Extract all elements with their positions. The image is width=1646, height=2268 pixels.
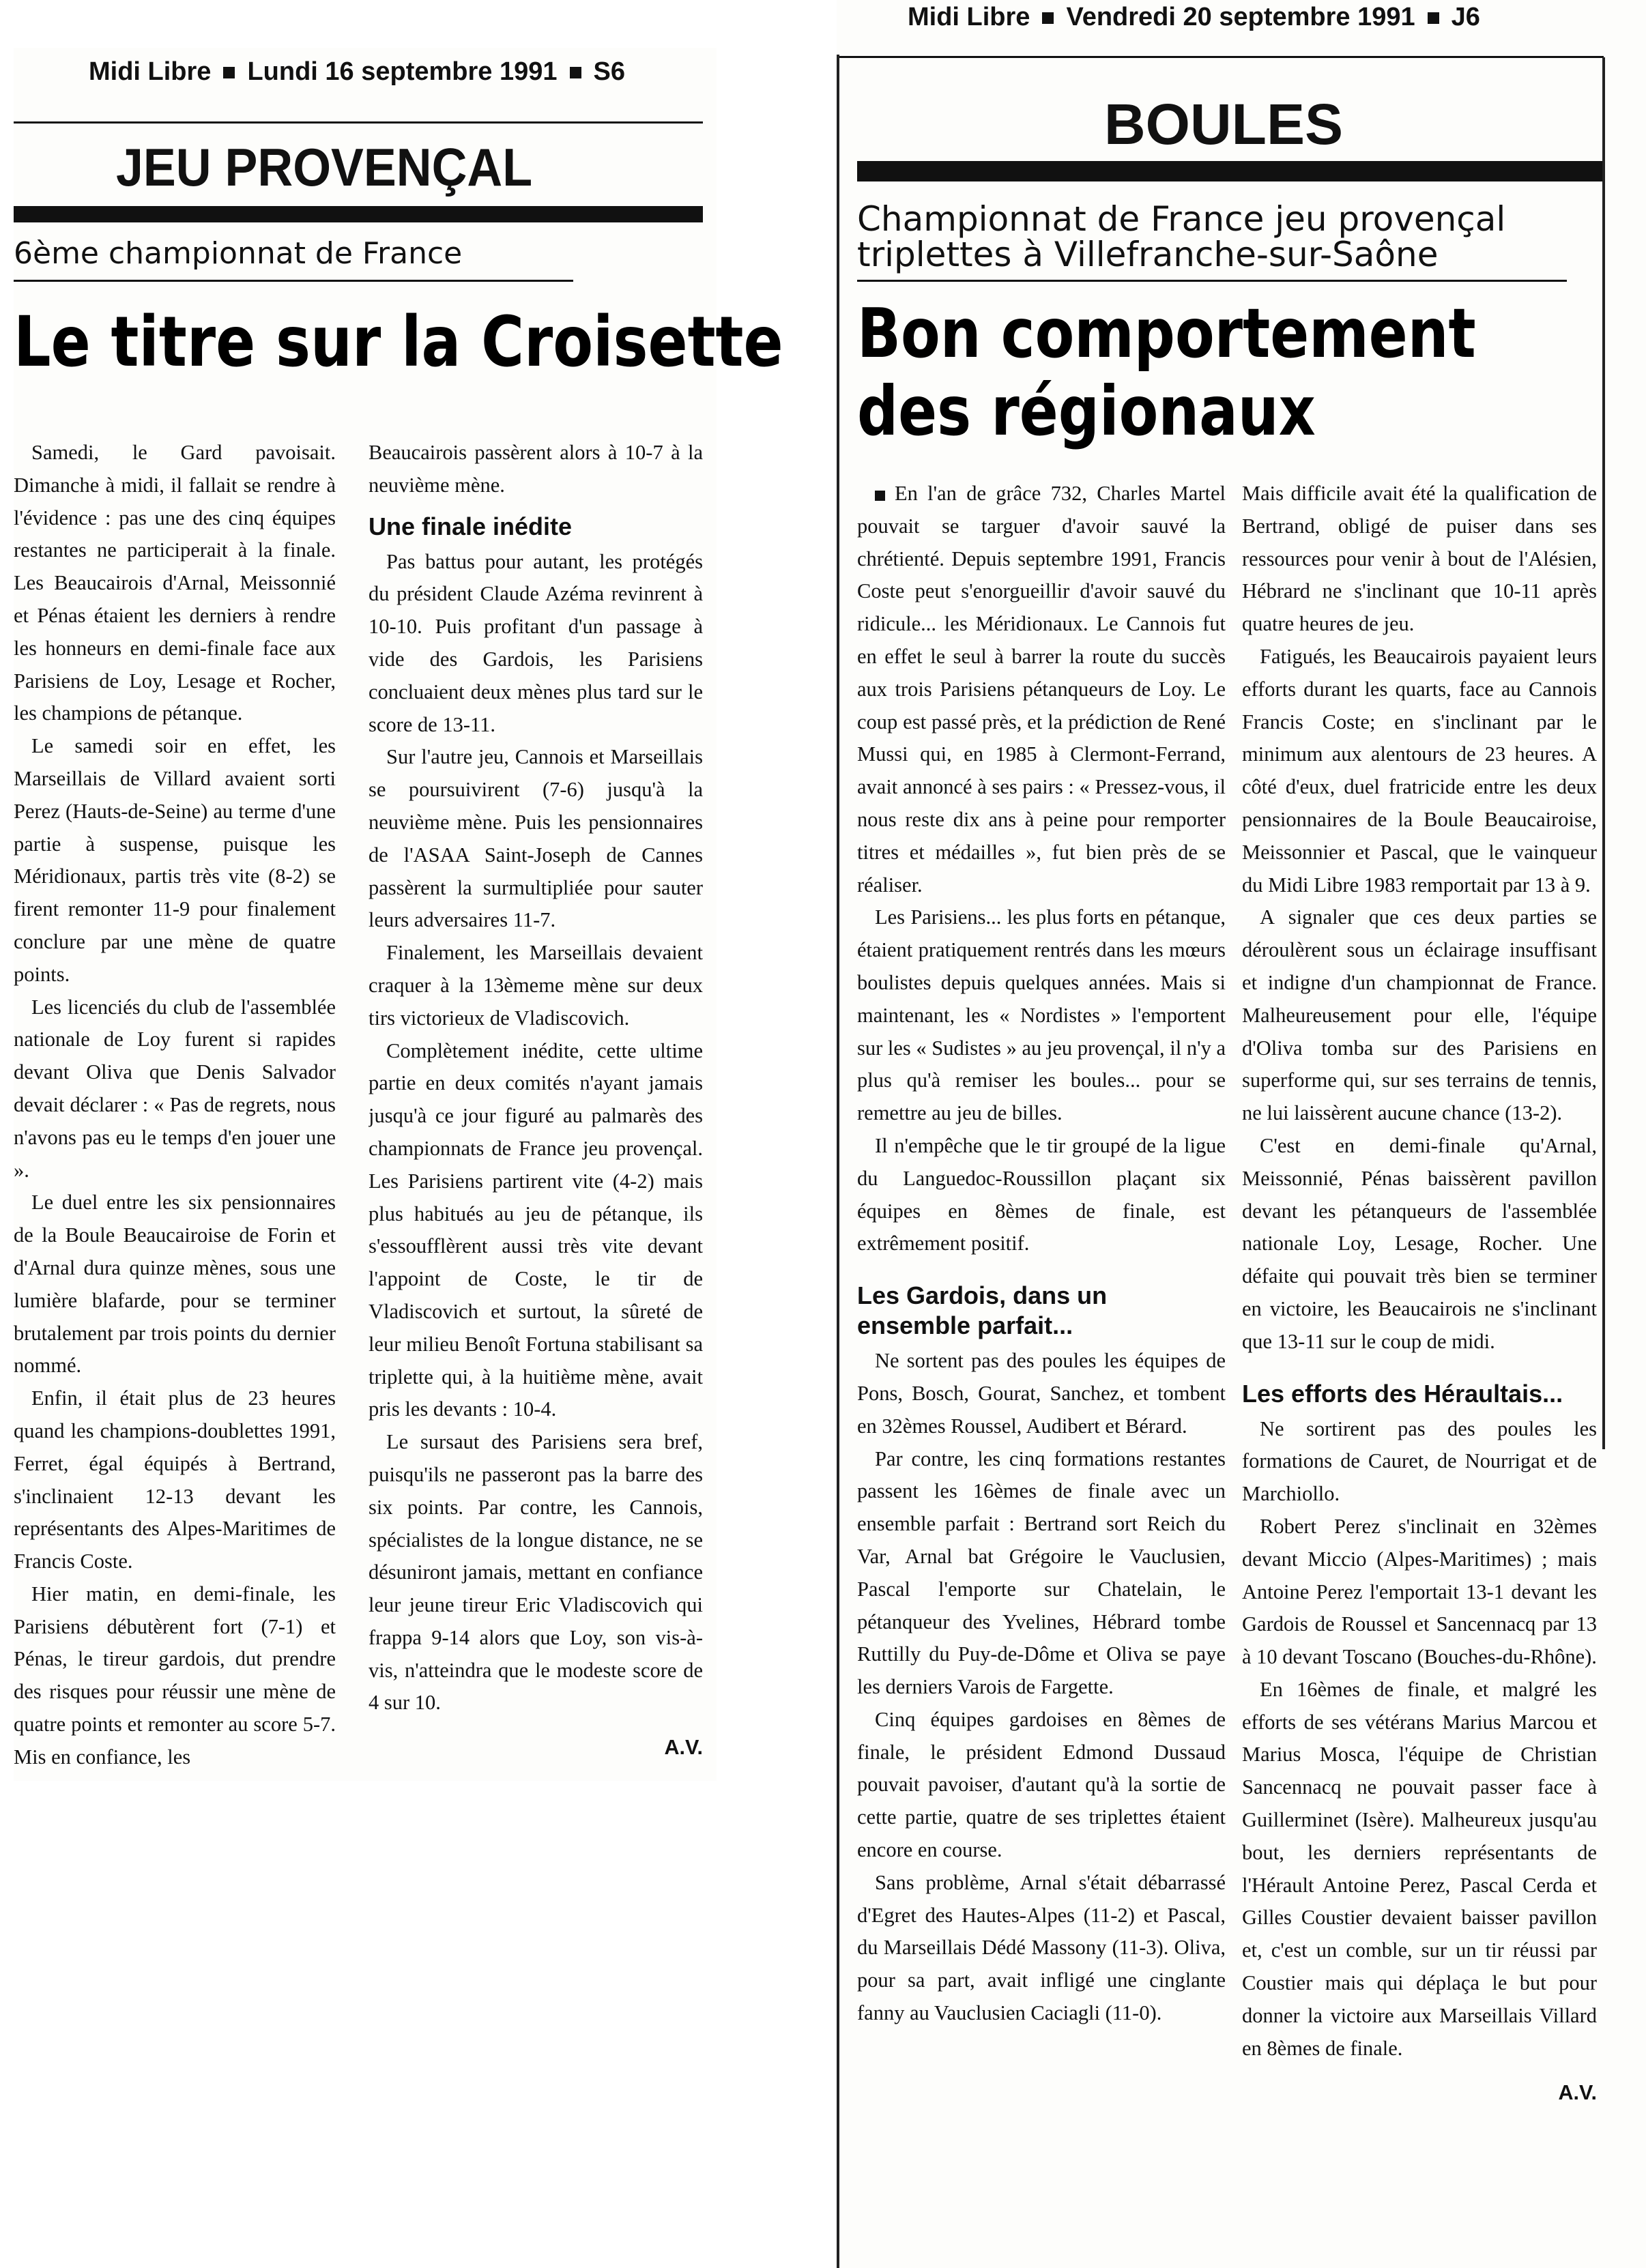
right-subhead-2: Les efforts des Héraultais... — [1242, 1379, 1563, 1408]
right-kicker-line-1: Championnat de France jeu provençal — [857, 199, 1506, 239]
folio-separator — [1428, 12, 1439, 24]
right-signature: A.V. — [1558, 2081, 1597, 2105]
right-folio — [908, 3, 1480, 32]
right-clipping — [837, 0, 1646, 2268]
right-kicker-rule — [857, 280, 1567, 282]
right-paragraph: Fatigués, les Beaucairois payaient leurs efforts durant les quarts, face au Cannois Francis Coste; en s'inclinant par le minimum aux alentours de 23 heures. A côté d'eux, duel fratricide entre les deux pensionnaires de la Boule Beaucairoise, Meissonnier et Pascal, que le vainqueur du Midi Libre 1983 remportait par 13 à 9. — [1242, 644, 1597, 897]
right-folio-page: J6 — [1451, 3, 1480, 31]
left-paragraph: Le duel entre les six pensionnaires de la Boule Beaucairoise de Forin et d'Arnal dura quinze mènes, sous une lumière blafarde, pour se terminer brutalement par trois points du dernier nommé. — [14, 1191, 336, 1378]
left-paragraph: Finalement, les Marseillais devaient craquer à la 13èmeme mène sur deux tirs victorieux de Vladiscovich. — [369, 941, 703, 1030]
right-kicker-line-2: triplettes à Villefranche-sur-Saône — [857, 235, 1439, 274]
left-top-rule — [14, 121, 703, 123]
left-paragraph: Le samedi soir en effet, les Marseillais de Villard avaient sorti Perez (Hauts-de-Seine) au terme d'une partie à suspense, puisque les Méridionaux, partis très vite (8-2) se firent remonter 11-9 pour finalement conclure par une mène de quatre points. — [14, 734, 336, 986]
left-folio-page: S6 — [593, 57, 626, 86]
right-paragraph: Robert Perez s'inclinait en 32èmes devant Miccio (Alpes-Maritimes) ; mais Antoine Perez l'emportait 13-1 devant les Gardois de Roussel et Sancennacq par 13 à 10 devant Toscano (Bouches-du-Rhône). — [1242, 1514, 1597, 1669]
left-paragraph: Beaucairois passèrent alors à 10-7 à la neuvième mène. — [369, 441, 703, 497]
right-folio-paper: Midi Libre — [908, 3, 1030, 31]
left-rubric: JEU PROVENÇAL — [116, 137, 533, 197]
left-signature: A.V. — [664, 1736, 703, 1760]
left-paragraph: Les licenciés du club de l'assemblée nationale de Loy furent si rapides devant Oliva que Denis Salvador devait déclarer : « Pas de regrets, nous n'avons pas eu le temps d'en jouer une ». — [14, 995, 336, 1182]
left-folio — [89, 57, 625, 87]
right-paragraph: Ne sortent pas des poules les équipes de Pons, Bosch, Gourat, Sanchez, et tombent en 32èmes Roussel, Audibert et Bérard. — [857, 1349, 1226, 1438]
right-clipping-left-edge — [837, 55, 839, 2268]
right-paragraph: Cinq équipes gardoises en 8èmes de finale, le président Edmond Dussaud pouvait pavoiser, d'autant qu'à la sortie de cette partie, quatre de ses triplettes étaient encore en course. — [857, 1707, 1226, 1862]
right-paragraph: Par contre, les cinq formations restantes passent les 16èmes de finale avec un ensemble parfait : Bertrand sort Reich du Var, Arnal bat Grégoire le Vauclusien, Pascal l'emporte sur Chatelain, le pétanqueur des Yvelines, Hébrard tombe Ruttilly du Puy-de-Dôme et Oliva se paye les derniers Varois de Fargette. — [857, 1446, 1226, 1699]
left-paragraph: Hier matin, en demi-finale, les Parisiens débutèrent fort (7-1) et Pénas, le tireur gardois, dut prendre des risques pour réussir une mène de quatre points et remonter au score 5-7. Mis en confiance, les — [14, 1582, 336, 1769]
folio-separator — [570, 67, 581, 78]
right-headline-line-1: Bon comportement — [857, 293, 1476, 373]
right-top-rule — [839, 56, 1604, 58]
right-paragraph: Les Parisiens... les plus forts en pétanque, étaient pratiquement rentrés dans les mœurs boulistes depuis quelques années. Mais si maintenant, les « Nordistes » l'emportent sur les « Sudistes » au jeu provençal, il n'y a plus qu'à remiser les boules... pour se remettre au jeu de billes. — [857, 905, 1226, 1125]
left-column-1 — [14, 437, 336, 1781]
right-lead-text: En l'an de grâce 732, Charles Martel pouvait se targuer d'avoir sauvé la chrétienté. Depuis septembre 1991, Francis Coste peut s'enorgueillir d'avoir sauvé du ridicule... les Méridionaux. Le Cannois fut en effet le seul à barrer la route du succès aux trois Parisiens pétanqueurs de Loy. Le coup est passé près, et la prédiction de René Mussi qui, en 1985 à Clermont-Ferrand, avait annoncé à ses pairs : « Pressez-vous, il nous reste dix ans à peine pour remporter titres et médailles », fut bien près de se réaliser. — [857, 482, 1226, 897]
right-paragraph: Sans problème, Arnal s'était débarrassé d'Egret des Hautes-Alpes (11-2) et Pascal, du Marseillais Dédé Massony (11-3). Oliva, pour sa part, avait infligé une cinglante fanny au Vauclusien Caciagli (11-0). — [857, 1870, 1226, 2025]
left-subhead: Une finale inédite — [369, 512, 573, 540]
left-headline: Le titre sur la Croisette — [14, 302, 783, 383]
left-paragraph: Enfin, il était plus de 23 heures quand les champions-doublettes 1991, Ferret, égal équipés à Bertrand, s'inclinaient 12-13 devant les représentants des Alpes-Maritimes de Francis Coste. — [14, 1386, 336, 1573]
right-paragraph: Mais difficile avait été la qualification de Bertrand, obligé de puiser dans ses ressources pour venir à bout de l'Alésien, Hébrard ne s'inclinant que 10-11 après quatre heures de jeu. — [1242, 482, 1597, 636]
right-column-1 — [857, 478, 1226, 2224]
right-column-2 — [1242, 478, 1597, 2224]
right-paragraph: Ne sortirent pas des poules les formations de Cauret, de Nourrigat et de Marchiollo. — [1242, 1416, 1597, 1506]
right-paragraph — [857, 478, 1226, 901]
left-rubric-bar — [14, 206, 703, 222]
left-paragraph: Samedi, le Gard pavoisait. Dimanche à midi, il fallait se rendre à l'évidence : pas une des cinq équipes restantes ne participerait à la finale. Les Beaucairois d'Arnal, Meissonnié et Pénas étaient les derniers à rendre les honneurs en demi-finale face aux Parisiens de Loy, Lesage et Rocher, les champions de pétanque. — [14, 441, 336, 725]
left-kicker: 6ème championnat de France — [14, 236, 463, 271]
right-subhead-1: Les Gardois, dans un ensemble parfait... — [857, 1281, 1108, 1340]
folio-separator — [223, 67, 235, 78]
right-headline-line-2: des régionaux — [857, 371, 1316, 451]
right-clipping-right-edge — [1602, 57, 1605, 1449]
right-rubric: BOULES — [1104, 92, 1344, 156]
left-folio-date: Lundi 16 septembre 1991 — [247, 57, 558, 86]
left-folio-paper: Midi Libre — [89, 57, 212, 86]
right-rubric-bar — [857, 161, 1604, 181]
left-paragraph: Le sursaut des Parisiens sera bref, puisqu'ils ne passeront pas la barre des six points. Par contre, les Cannois, spécialistes de la longue distance, ne se désuniront jamais, mettant en confiance leur jeune tireur Eric Vladiscovich qui frappa 9-14 alors que Loy, son vis-à-vis, n'atteindra que le modeste score de 4 sur 10. — [369, 1430, 703, 1715]
left-paragraph: Pas battus pour autant, les protégés du président Claude Azéma revinrent à 10-10. Puis profitant d'un passage à vide des Gardois, les Parisiens concluaient deux mènes plus tard sur le score de 13-11. — [369, 549, 703, 736]
left-kicker-rule — [14, 280, 573, 282]
left-clipping — [14, 48, 783, 1781]
lead-square-icon — [875, 491, 885, 501]
left-column-2 — [369, 437, 703, 1781]
right-paragraph: En 16èmes de finale, et malgré les efforts de ses vétérans Marius Marcou et Marius Mosca, l'équipe de Christian Sancennacq ne pouvait passer face à Guillerminet (Isère). Malheureux jusqu'au bout, les derniers représentants de l'Hérault Antoine Perez, Pascal Cerda et Gilles Coustier devaient baisser pavillon et, c'est un comble, sur un tir réussi par Coustier mais qui déplaça le but pour donner la victoire aux Marseillais Villard en 8èmes de finale. — [1242, 1677, 1597, 2060]
right-paragraph: Il n'empêche que le tir groupé de la ligue du Languedoc-Roussillon plaçant six équipes en 8èmes de finale, est extrêmement positif. — [857, 1133, 1226, 1255]
right-paragraph: C'est en demi-finale qu'Arnal, Meissonnié, Pénas baissèrent pavillon devant les pétanqueurs de l'assemblée nationale Loy, Lesage, Rocher. Une défaite qui pouvait très bien se terminer en victoire, les Beaucairois ne s'inclinant que 13-11 sur le coup de midi. — [1242, 1133, 1597, 1353]
left-paragraph: Complètement inédite, cette ultime partie en deux comités n'ayant jamais jusqu'à ce jour figuré au palmarès des championnats de France jeu provençal. Les Parisiens partirent vite (4-2) mais plus habitués au jeu de pétanque, ils s'essoufflèrent aussi très vite devant l'appoint de Coste, le tir de Vladiscovich et surtout, la sûreté de leur milieu Benoît Fortuna stabilisant sa triplette qui, à la huitième mène, avait pris les devants : 10-4. — [369, 1038, 703, 1421]
left-paragraph: Sur l'autre jeu, Cannois et Marseillais se poursuivirent (7-6) jusqu'à la neuvième mène. Puis les pensionnaires de l'ASAA Saint-Joseph de Cannes passèrent la surmultipliée pour sauter leurs adversaires 11-7. — [369, 745, 703, 932]
right-folio-date: Vendredi 20 septembre 1991 — [1066, 3, 1415, 31]
right-paragraph: A signaler que ces deux parties se déroulèrent sous un éclairage insuffisant et indigne d'un championnat de France. Malheureusement pour elle, l'équipe d'Oliva tomba sur des Parisiens en superforme qui, sur ses terrains de tennis, ne lui laissèrent aucune chance (13-2). — [1242, 905, 1597, 1125]
folio-separator — [1042, 12, 1054, 24]
